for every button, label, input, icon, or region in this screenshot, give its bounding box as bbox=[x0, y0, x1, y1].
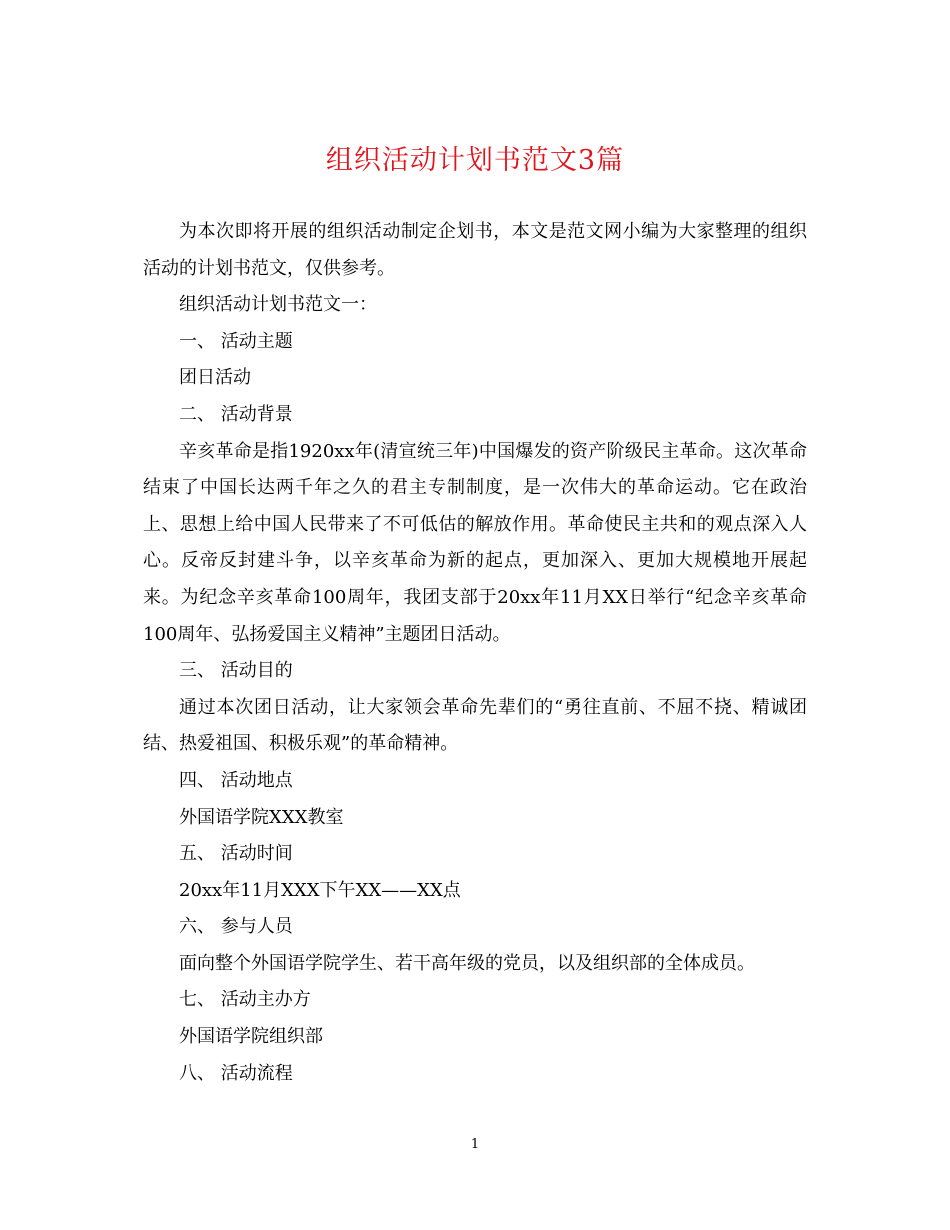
page-number: 1 bbox=[470, 1137, 480, 1152]
section-heading-theme: 一、 活动主题 bbox=[179, 330, 293, 352]
section-heading-participants: 六、 参与人员 bbox=[179, 916, 293, 938]
section-heading-background: 二、 活动背景 bbox=[179, 403, 293, 425]
section-text-background: 辛亥革命是指1920xx年(清宣统三年)中国爆发的资产阶级民主革命。这次革命结束了中国长达两千年之久的君主专制制度，是一次伟大的革命运动。它在政治上、思想上给中国人民带来了不可低估的解放作用。革命使民主共和的观点深入人心。反帝反封建斗争，以辛亥革命为新的起点，更加深入、更加大规模地开展起来。为纪念辛亥革命100周年，我团支部于20xx年11月XX日举行“纪念辛亥革命100周年、弘扬爱国主义精神”主题团日活动。 bbox=[143, 440, 807, 645]
document-body bbox=[143, 214, 807, 1092]
sample-heading: 组织活动计划书范文一： bbox=[179, 294, 377, 316]
section-text-organizer: 外国语学院组织部 bbox=[179, 1026, 323, 1048]
section-text-theme: 团日活动 bbox=[179, 367, 251, 389]
section-text-time: 20xx年11月XXX下午XX——XX点 bbox=[179, 879, 461, 901]
document-title: 组织活动计划书范文3篇 bbox=[325, 145, 625, 176]
section-heading-purpose: 三、 活动目的 bbox=[179, 660, 293, 682]
section-text-purpose: 通过本次团日活动，让大家领会革命先辈们的“勇往直前、不屈不挠、精诚团结、热爱祖国、积极乐观”的革命精神。 bbox=[143, 696, 807, 755]
section-heading-process: 八、 活动流程 bbox=[179, 1062, 293, 1084]
section-text-location: 外国语学院XXX教室 bbox=[179, 806, 344, 828]
section-heading-location: 四、 活动地点 bbox=[179, 769, 293, 791]
section-heading-time: 五、 活动时间 bbox=[179, 843, 293, 865]
section-text-participants: 面向整个外国语学院学生、若干高年级的党员，以及组织部的全体成员。 bbox=[179, 952, 755, 974]
section-heading-organizer: 七、 活动主办方 bbox=[179, 989, 311, 1011]
intro-paragraph: 为本次即将开展的组织活动制定企划书，本文是范文网小编为大家整理的组织活动的计划书范文，仅供参考。 bbox=[143, 221, 807, 279]
